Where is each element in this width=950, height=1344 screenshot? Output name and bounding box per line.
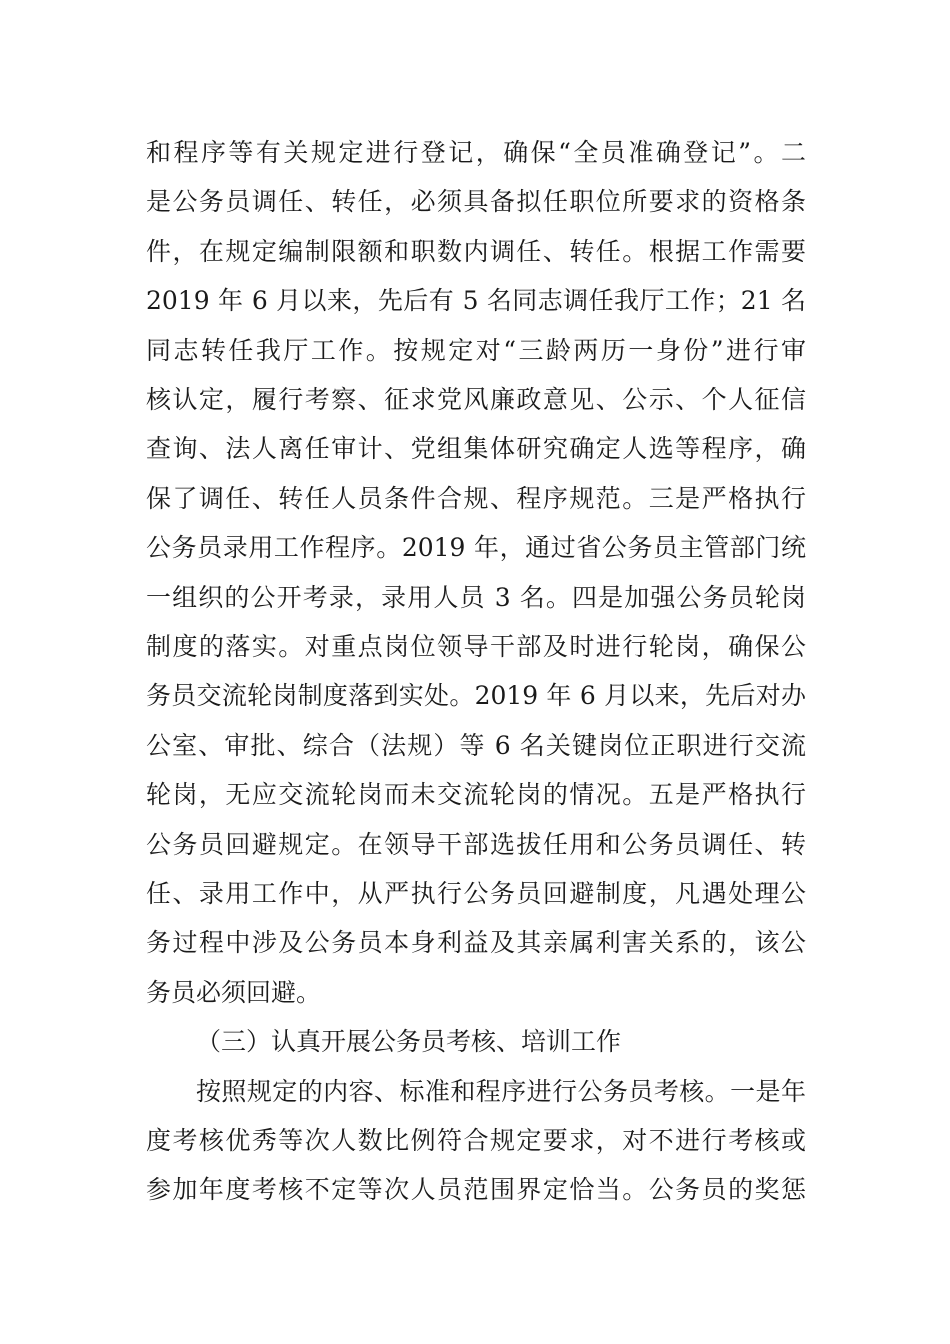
text-line: 保了调任、转任人员条件合规、程序规范。三是严格执行 [146,483,806,513]
text-line: 制度的落实。对重点岗位领导干部及时进行轮岗，确保公 [146,632,806,661]
text-line: 轮岗，无应交流轮岗而未交流轮岗的情况。五是严格执行 [146,780,806,810]
text-line: 和程序等有关规定进行登记，确保“全员准确登记”。二 [146,138,806,167]
text-line: 件，在规定编制限额和职数内调任、转任。根据工作需要 [146,236,806,266]
text-line: 度考核优秀等次人数比例符合规定要求，对不进行考核或 [146,1126,806,1155]
text-line: 查询、法人离任审计、党组集体研究确定人选等程序，确 [146,434,806,464]
text-line: 务过程中涉及公务员本身利益及其亲属利害关系的，该公 [146,928,806,958]
text-line: 核认定，履行考察、征求党风廉政意见、公示、个人征信 [146,385,806,414]
text-line: 公务员录用工作程序。2019 年，通过省公务员主管部门统 [146,533,806,563]
text-line: 2019 年 6 月以来，先后有 5 名同志调任我厅工作；21 名 [146,286,806,316]
text-line: 参加年度考核不定等次人员范围界定恰当。公务员的奖惩 [146,1175,806,1205]
text-line: 同志转任我厅工作。按规定对“三龄两历一身份”进行审 [146,335,806,365]
text-line: 是公务员调任、转任，必须具备拟任职位所要求的资格条 [146,187,806,217]
text-line: 任、录用工作中，从严执行公务员回避制度，凡遇处理公 [146,879,806,908]
text-line: 按照规定的内容、标准和程序进行公务员考核。一是年 [196,1076,806,1106]
text-line: 公务员回避规定。在领导干部选拔任用和公务员调任、转 [146,829,806,859]
text-line: 一组织的公开考录，录用人员 3 名。四是加强公务员轮岗 [146,582,806,612]
text-line: 公室、审批、综合（法规）等 6 名关键岗位正职进行交流 [146,730,806,760]
text-line: 务员必须回避。 [146,977,322,1007]
text-line: 务员交流轮岗制度落到实处。2019 年 6 月以来，先后对办 [146,681,806,711]
text-line: （三）认真开展公务员考核、培训工作 [196,1027,622,1057]
